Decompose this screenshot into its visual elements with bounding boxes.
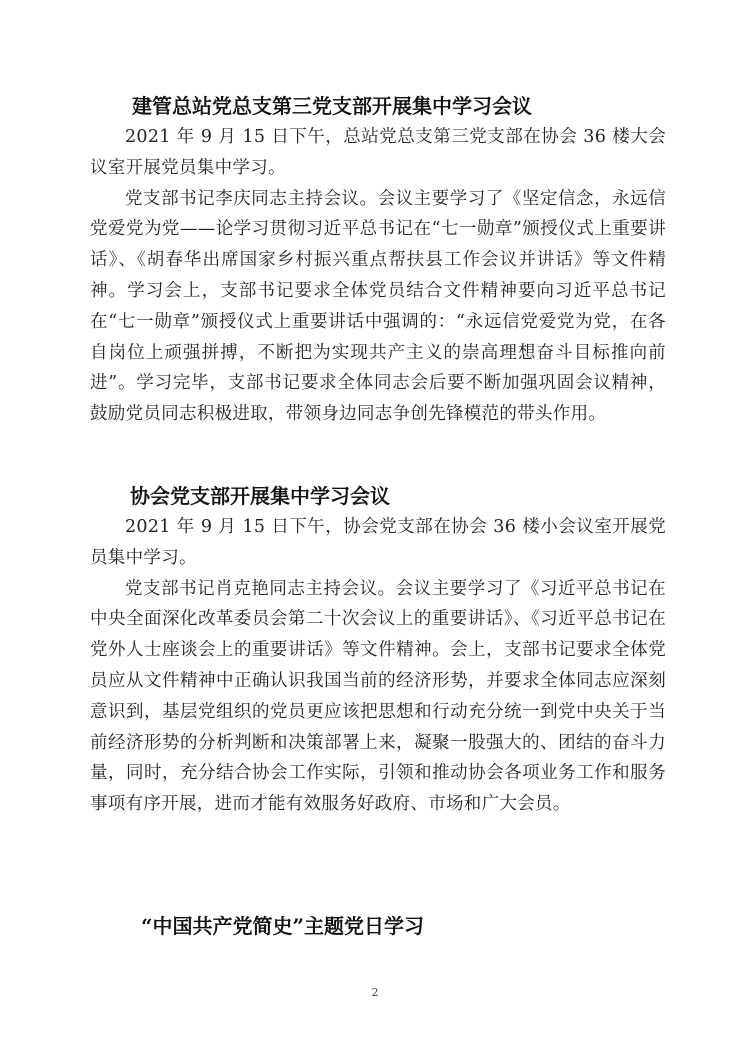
paragraph: 2021 年 9 月 15 日下午，协会党支部在协会 36 楼小会议室开展党员集中学习。 bbox=[90, 517, 666, 568]
section-heading: 协会党支部开展集中学习会议 bbox=[130, 484, 390, 508]
section-party-history-study bbox=[90, 912, 666, 940]
section-heading: 建管总站党总支第三党支部开展集中学习会议 bbox=[132, 94, 532, 118]
paragraph: 党支部书记李庆同志主持会议。会议主要学习了《坚定信念，永远信党爱党为党——论学习贯彻习近平总书记在“七一勋章”颁授仪式上重要讲话》、《胡春华出席国家乡村振兴重点帮扶县工作会议并讲话》等文件精神。学习会上，支部书记要求全体党员结合文件精神要向习近平总书记在“七一勋章”颁授仪式上重要讲话中强调的：“永远信党爱党为党，在各自岗位上顽强拼搏，不断把为实现共产主义的崇高理想奋斗目标推向前进”。学习完毕，支部书记要求全体同志会后要不断加强巩固会议精神，鼓励党员同志积极进取，带领身边同志争创先锋模范的带头作用。 bbox=[90, 188, 666, 425]
page-number: 2 bbox=[371, 986, 379, 999]
paragraph: 党支部书记肖克艳同志主持会议。会议主要学习了《习近平总书记在中央全面深化改革委员会第二十次会议上的重要讲话》、《习近平总书记在党外人士座谈会上的重要讲话》等文件精神。会上，支部书记要求全体党员应从文件精神中正确认识我国当前的经济形势，并要求全体同志应深刻意识到，基层党组织的党员更应该把思想和行动充分统一到党中央关于当前经济形势的分析判断和决策部署上来，凝聚一股强大的、团结的奋斗力量，同时，充分结合协会工作实际，引领和推动协会各项业务工作和服务事项有序开展，进而才能有效服务好政府、市场和广大会员。 bbox=[90, 578, 666, 815]
section-association-branch-meeting bbox=[90, 482, 666, 820]
paragraph: 2021 年 9 月 15 日下午，总站党总支第三党支部在协会 36 楼大会议室开展党员集中学习。 bbox=[90, 127, 666, 178]
section-third-branch-meeting bbox=[90, 92, 666, 430]
section-heading: “中国共产党简史”主题党日学习 bbox=[141, 914, 425, 938]
